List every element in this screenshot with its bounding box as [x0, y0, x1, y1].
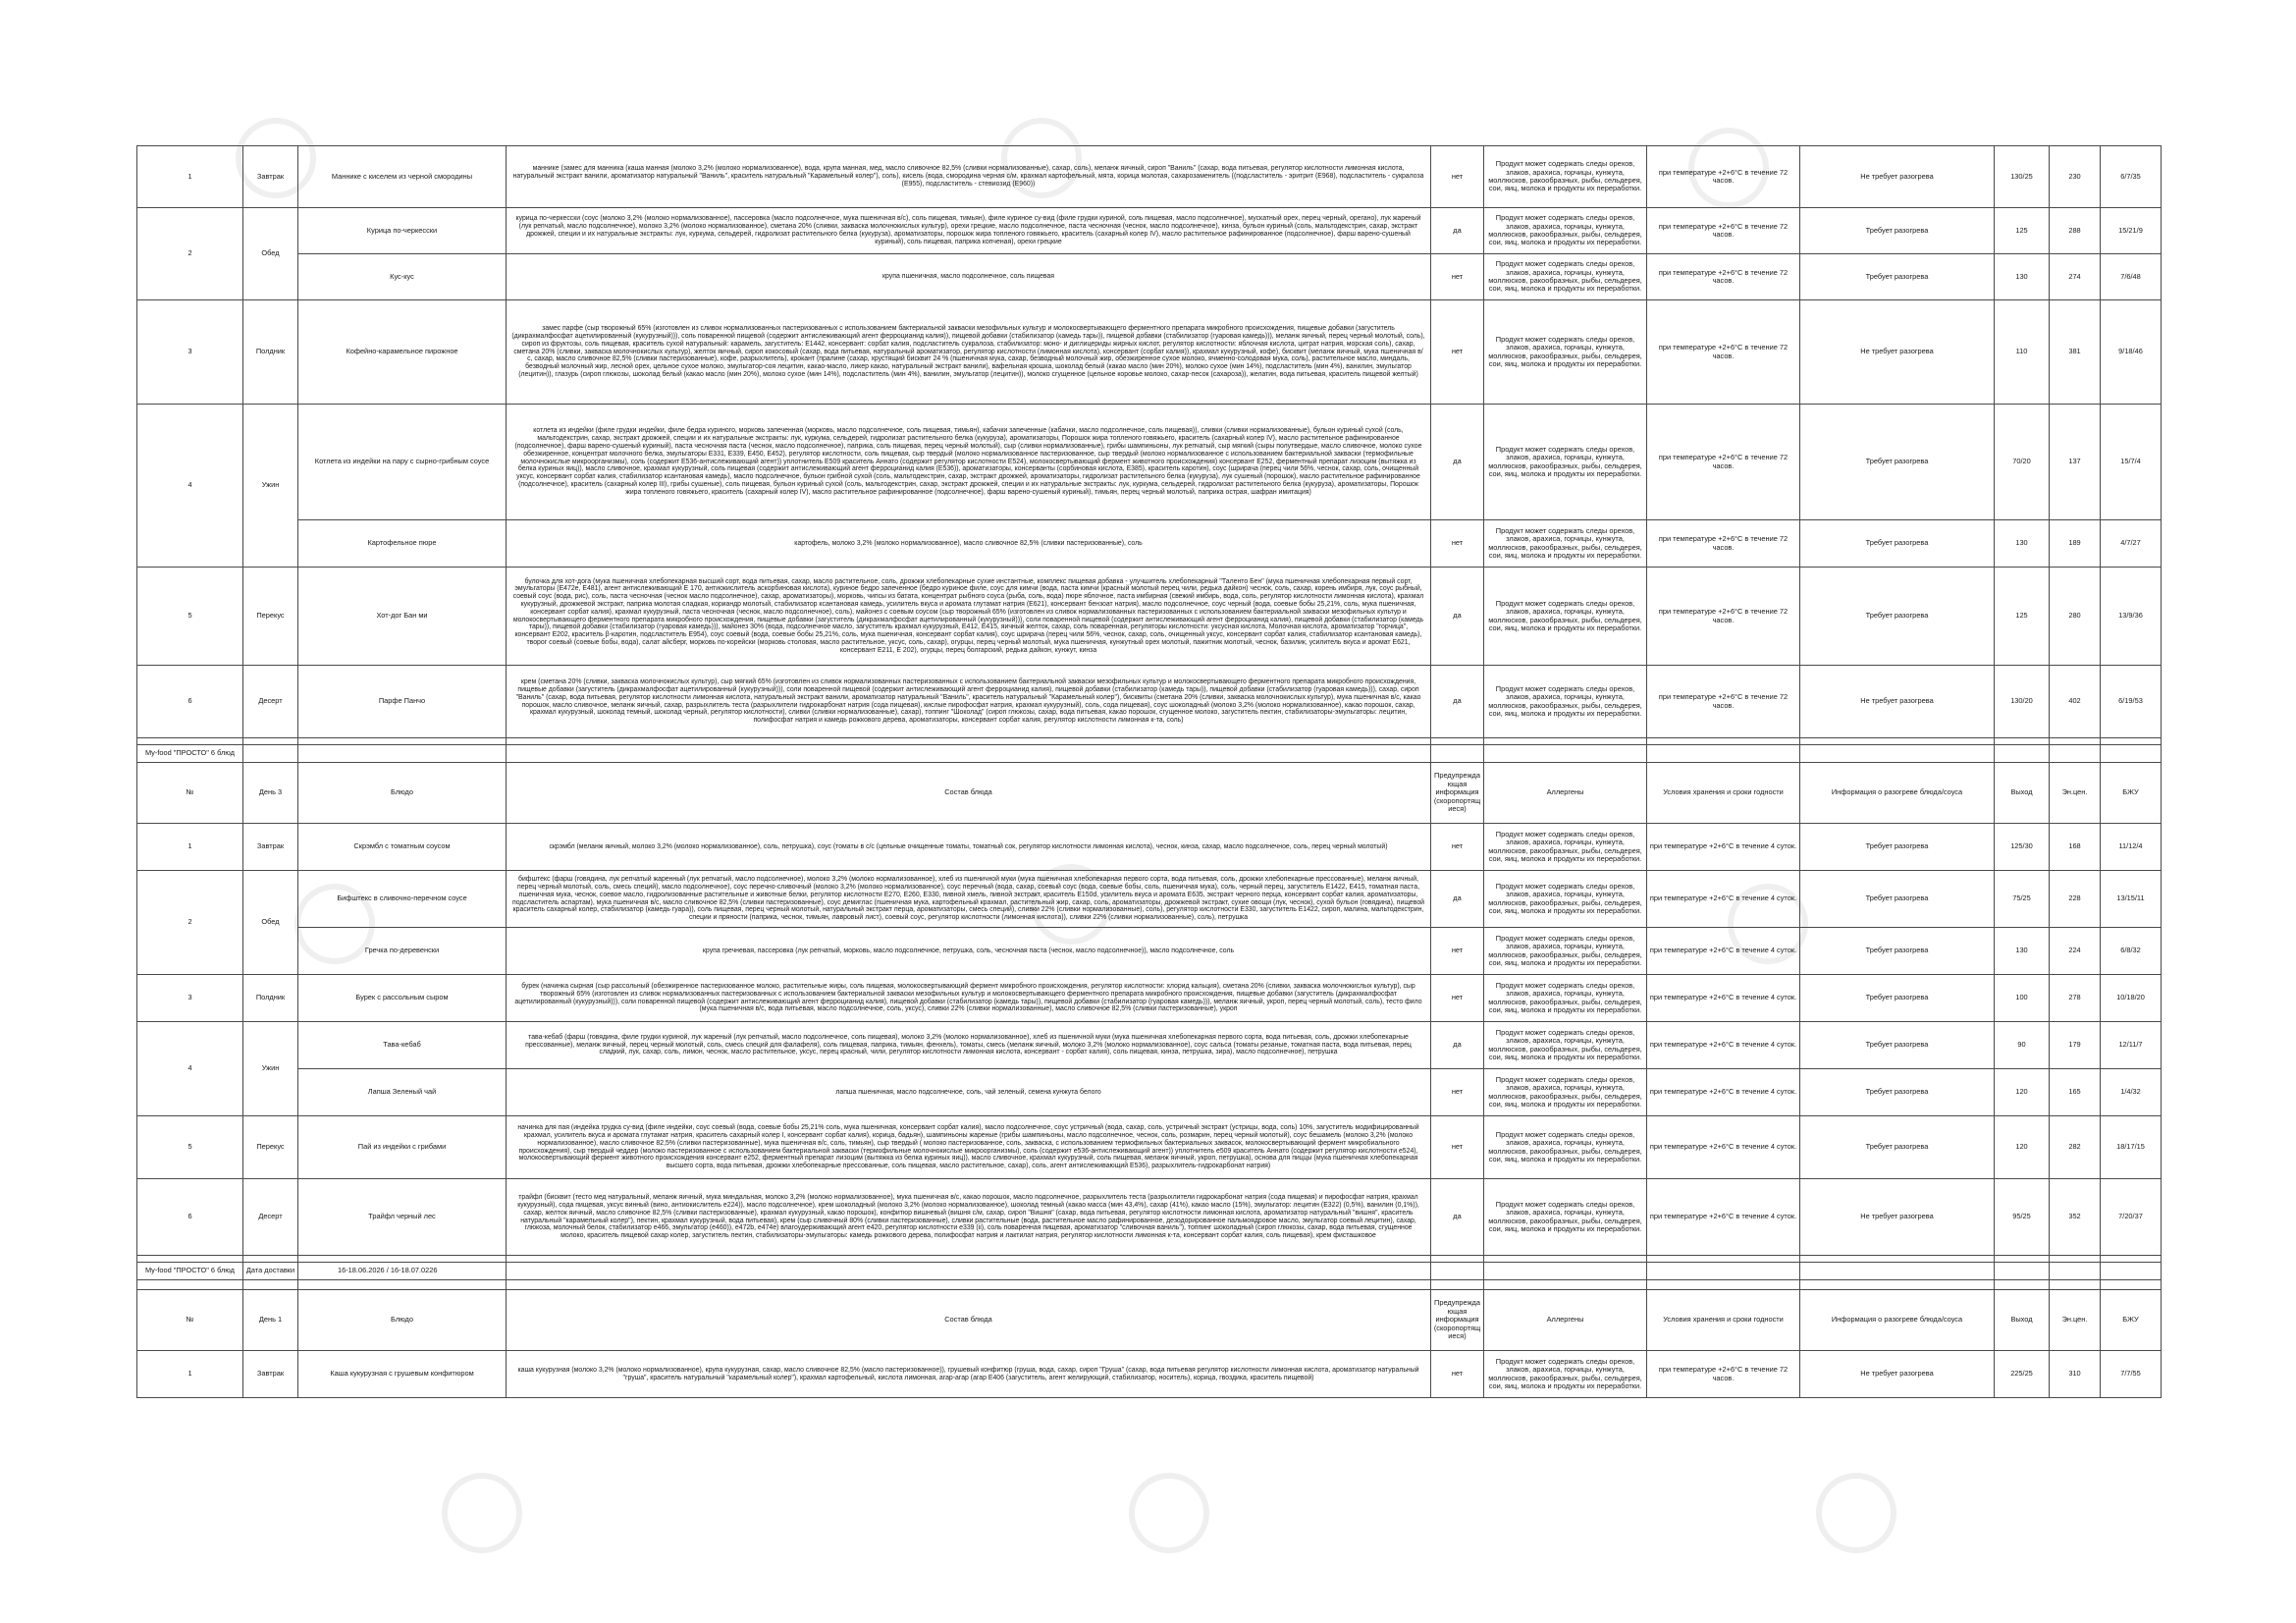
storage-conditions: при температуре +2+6°C в течение 72 часов.	[1647, 254, 1800, 300]
yield-value: 225/25	[1995, 1351, 2050, 1398]
empty-cell	[2101, 1263, 2162, 1280]
yield-value: 75/25	[1995, 871, 2050, 928]
yield-value: 125	[1995, 568, 2050, 666]
energy-value: 352	[2050, 1179, 2101, 1256]
header-warning: Предупреждающая информация (скоропортящиеся)	[1431, 1290, 1484, 1351]
spacer-cell	[137, 738, 243, 745]
meal-type: Обед	[243, 871, 298, 975]
header-row	[137, 763, 2162, 824]
section-label: My-food "ПРОСТО" 6 блюд	[137, 745, 243, 763]
table-row	[137, 1351, 2162, 1398]
dish-name: Кофейно-карамельное пирожное	[298, 300, 507, 405]
spacer-cell	[1995, 1280, 2050, 1290]
header-warning: Предупреждающая информация (скоропортящиеся)	[1431, 763, 1484, 824]
allergens-text: Продукт может содержать следы орехов, злаков, арахиса, горчицы, кунжута, моллюсков, ракообразных, рыбы, сельдерея, сои, яиц, молока и продукты их переработки.	[1484, 824, 1647, 871]
allergens-text: Продукт может содержать следы орехов, злаков, арахиса, горчицы, кунжута, моллюсков, ракообразных, рыбы, сельдерея, сои, яиц, молока и продукты их переработки.	[1484, 568, 1647, 666]
meal-type: Ужин	[243, 1022, 298, 1116]
yield-value: 130	[1995, 520, 2050, 568]
meal-type: Полдник	[243, 300, 298, 405]
empty-cell	[507, 1263, 1431, 1280]
dish-name: Котлета из индейки на пару с сырно-грибным соусе	[298, 405, 507, 520]
row-number: 5	[137, 568, 243, 666]
table-row	[137, 1022, 2162, 1069]
bju-value: 1/4/32	[2101, 1069, 2162, 1116]
dish-name: Тава-кебаб	[298, 1022, 507, 1069]
allergens-text: Продукт может содержать следы орехов, злаков, арахиса, горчицы, кунжута, моллюсков, ракообразных, рыбы, сельдерея, сои, яиц, молока и продукты их переработки.	[1484, 666, 1647, 738]
energy-value: 165	[2050, 1069, 2101, 1116]
bju-value: 11/12/4	[2101, 824, 2162, 871]
empty-cell	[1995, 1263, 2050, 1280]
warning-flag: да	[1431, 1179, 1484, 1256]
allergens-text: Продукт может содержать следы орехов, злаков, арахиса, горчицы, кунжута, моллюсков, ракообразных, рыбы, сельдерея, сои, яиц, молока и продукты их переработки.	[1484, 254, 1647, 300]
allergens-text: Продукт может содержать следы орехов, злаков, арахиса, горчицы, кунжута, моллюсков, ракообразных, рыбы, сельдерея, сои, яиц, молока и продукты их переработки.	[1484, 520, 1647, 568]
reheat-info: Не требует разогрева	[1800, 300, 1995, 405]
menu-table	[136, 145, 2162, 1398]
meal-type: Завтрак	[243, 146, 298, 208]
yield-value: 130	[1995, 254, 2050, 300]
dish-name: Хот-дог Бан ми	[298, 568, 507, 666]
reheat-info: Требует разогрева	[1800, 1116, 1995, 1179]
table-row	[137, 666, 2162, 738]
dish-name: Пай из индейки с грибами	[298, 1116, 507, 1179]
row-number: 3	[137, 975, 243, 1022]
spacer-cell	[1647, 1256, 1800, 1263]
row-number: 4	[137, 1022, 243, 1116]
section-label-row	[137, 1263, 2162, 1280]
spacer-cell	[1431, 738, 1484, 745]
spacer-cell	[243, 1280, 298, 1290]
header-allergens: Аллергены	[1484, 1290, 1647, 1351]
header-dish: Блюдо	[298, 763, 507, 824]
table-row	[137, 1179, 2162, 1256]
storage-conditions: при температуре +2+6°C в течение 72 часов.	[1647, 520, 1800, 568]
energy-value: 189	[2050, 520, 2101, 568]
header-yield: Выход	[1995, 763, 2050, 824]
empty-cell	[507, 745, 1431, 763]
reheat-info: Не требует разогрева	[1800, 666, 1995, 738]
spacer-cell	[1995, 1256, 2050, 1263]
storage-conditions: при температуре +2+6°C в течение 72 часов.	[1647, 146, 1800, 208]
delivery-value: 16-18.06.2026 / 16-18.07.0226	[298, 1263, 507, 1280]
row-number: 2	[137, 871, 243, 975]
reheat-info: Требует разогрева	[1800, 254, 1995, 300]
header-energy: Эн.цен.	[2050, 1290, 2101, 1351]
meal-type: Завтрак	[243, 1351, 298, 1398]
spacer-row	[137, 1256, 2162, 1263]
dish-composition: курица по-черкесски (соус (молоко 3,2% (молоко нормализованное), пассеровка (масло подсолнечное, мука пшеничная в/с), соль пищевая, тимьян), филе куриное су-вид (филе грудки куриной, соль пищевая, масло подсолнечное), мускатный орех, перец черный, орегано), лук жареный (лук репчатый, масло подсолнечное), молоко 3,2% (молоко нормализованное), сметана 20% (сливки, закваска молочнокислых культур), орехи грецкие, масло подсолнечное, паста чесночная (чеснок, масло подсолнечное), кинза, бульон куриный (соль, мальтодекстрин, сахар, экстракт дрожжей, специи и их натуральные экстракты: лук, куркума, сельдерей, гидролизат растительного белка (кукуруза), ароматизаторы, порошок жира топленого говяжьего, краситель (сахарный колер IV), масло растительное рафинированное (подсолнечное), фарш варено-сушеный куриный), соль пищевая, паприка копченая), орехи грецкие	[507, 208, 1431, 254]
empty-cell	[298, 745, 507, 763]
yield-value: 130	[1995, 928, 2050, 975]
empty-cell	[1800, 1263, 1995, 1280]
allergens-text: Продукт может содержать следы орехов, злаков, арахиса, горчицы, кунжута, моллюсков, ракообразных, рыбы, сельдерея, сои, яиц, молока и продукты их переработки.	[1484, 1179, 1647, 1256]
energy-value: 278	[2050, 975, 2101, 1022]
spacer-cell	[243, 738, 298, 745]
header-energy: Эн.цен.	[2050, 763, 2101, 824]
bju-value: 15/7/4	[2101, 405, 2162, 520]
storage-conditions: при температуре +2+6°C в течение 72 часов.	[1647, 568, 1800, 666]
table-row	[137, 208, 2162, 254]
empty-cell	[1431, 1263, 1484, 1280]
storage-conditions: при температуре +2+6°C в течение 72 часов.	[1647, 1351, 1800, 1398]
spacer-cell	[1431, 1256, 1484, 1263]
table-row	[137, 300, 2162, 405]
bju-value: 7/20/37	[2101, 1179, 2162, 1256]
reheat-info: Требует разогрева	[1800, 1022, 1995, 1069]
storage-conditions: при температуре +2+6°C в течение 72 часов.	[1647, 208, 1800, 254]
reheat-info: Не требует разогрева	[1800, 1351, 1995, 1398]
header-reheat: Информация о разогреве блюда/соуса	[1800, 763, 1995, 824]
reheat-info: Требует разогрева	[1800, 520, 1995, 568]
yield-value: 125/30	[1995, 824, 2050, 871]
storage-conditions: при температуре +2+6°C в течение 72 часов.	[1647, 666, 1800, 738]
spacer-cell	[137, 1256, 243, 1263]
bju-value: 4/7/27	[2101, 520, 2162, 568]
dish-name: Бифштекс в сливочно-перечном соусе	[298, 871, 507, 928]
meal-type: Перекус	[243, 568, 298, 666]
storage-conditions: при температуре +2+6°C в течение 4 суток.	[1647, 1022, 1800, 1069]
table-row	[137, 975, 2162, 1022]
spacer-cell	[298, 738, 507, 745]
table-row	[137, 1069, 2162, 1116]
row-number: 1	[137, 146, 243, 208]
dish-composition: тава-кебаб (фарш (говядина, филе грудки куриной, лук жареный (лук репчатый, масло подсолнечное, соль пищевая), молоко 3,2% (молоко нормализованное), хлеб из пшеничной муки (мука пшеничная хлебопекарная первого сорта, вода питьевая, соль, дрожжи хлебопекарные прессованные), меланж яичный, перец черный молотый, соль, смесь специй для фалафеля), соль пищевая, паприка, тимьян, фенхель), томаты, смесь (меланж яичный, молоко 3,2% (молоко нормализованное), соус сальса (томаты резаные, томатная паста, вода питьевая, перец сладкий, лук, сахар, соль, лимон, чеснок, масло растительное, уксус, перец красный, чили, регулятор кислотности лимонная кислота, консервант - сорбат калия), соль пищевая, кинза, петрушка, зира), масло подсолнечное), петрушка	[507, 1022, 1431, 1069]
reheat-info: Не требует разогрева	[1800, 1179, 1995, 1256]
header-bju: БЖУ	[2101, 763, 2162, 824]
header-allergens: Аллергены	[1484, 763, 1647, 824]
storage-conditions: при температуре +2+6°C в течение 4 суток.	[1647, 928, 1800, 975]
warning-flag: да	[1431, 568, 1484, 666]
table-row	[137, 568, 2162, 666]
warning-flag: нет	[1431, 300, 1484, 405]
energy-value: 274	[2050, 254, 2101, 300]
header-num: №	[137, 763, 243, 824]
warning-flag: нет	[1431, 146, 1484, 208]
dish-composition: начинка для пая (индейка грудка су-вид (филе индейки, соус соевый (вода, соевые бобы 25,21% соль, мука пшеничная, консервант сорбат калия), масло подсолнечное, соус устричный (вода, сахар, соль, устричный экстракт (устрицы, вода, соль) 10%, загуститель модифицированный крахмал, усилитель вкуса и аромата глутамат натрия, краситель сахарный колер I, консервант сорбат калия), корица, бадьян), шампиньоны жареные (грибы шампиньоны, масло подсолнечное, чеснок, соль, розмарин, перец черный молотый), соус бешамель (молоко 3,2% (молоко нормализованное), масло сливочное 82,5% (сливки пастеризованные), мука пшеничная в/с, соль, тимьян), сыр твердый ( молоко пастеризованное, соль, закваска, с использованием термофильных бактериальных заквасок, молокосвертывающий фермент микробиального происхождения), сыр твердый чеддер (молоко пастеризованное с использованием бактериальной закваски (термофильные молочнокислые микроорганизмы), соль (содержит e536-антислеживающий агент)) уплотнитель e509 краситель Аннато (содержит регулятор кислотности e524), молокосвертывающий фермент животного происхождения консервант e252, ферментный препарат лизоцим (вытяжка из белка куриных яиц)), масло сливочное, крахмал кукурузный, соль пищевая, меланж яичный, укроп, петрушка), основа для пиццы (мука пшеничная хлебопекарная высшего сорта, вода питьевая, дрожжи хлебопекарные прессованные, соль пищевая, масло растительное, сахар), соль, агент антислеживающий Е536), разрыхлитель-гидрокарбонат натрия)	[507, 1116, 1431, 1179]
empty-cell	[1484, 745, 1647, 763]
row-number: 6	[137, 666, 243, 738]
dish-name: Лапша Зеленый чай	[298, 1069, 507, 1116]
energy-value: 310	[2050, 1351, 2101, 1398]
delivery-label: Дата доставки	[243, 1263, 298, 1280]
storage-conditions: при температуре +2+6°C в течение 4 суток.	[1647, 975, 1800, 1022]
warning-flag: нет	[1431, 1069, 1484, 1116]
spacer-cell	[2050, 1256, 2101, 1263]
meal-type: Десерт	[243, 1179, 298, 1256]
empty-cell	[1647, 745, 1800, 763]
spacer-row	[137, 1280, 2162, 1290]
allergens-text: Продукт может содержать следы орехов, злаков, арахиса, горчицы, кунжута, моллюсков, ракообразных, рыбы, сельдерея, сои, яиц, молока и продукты их переработки.	[1484, 975, 1647, 1022]
warning-flag: да	[1431, 1022, 1484, 1069]
warning-flag: нет	[1431, 824, 1484, 871]
reheat-info: Не требует разогрева	[1800, 146, 1995, 208]
header-composition: Состав блюда	[507, 1290, 1431, 1351]
dish-composition: крем (сметана 20% (сливки, закваска молочнокислых культур), сыр мягкий 65% (изготовлен из сливок нормализованных пастеризованных с использованием бактериальной закваски мезофильных культур и молокосвертывающего ферментного препарата микробного происхождения, пищевые добавки (загуститель (дикрахмалфосфат ацетилированный (кукурузный))), соли поваренной пищевой (содержит антислеживающий агент ферроцианид калия), пищевой добавки (стабилизатор (камедь тары)), пищевой добавки (стабилизатор (гуаровая камедь))), сахар, сироп "Ваниль" (сахар, вода питьевая, регулятор кислотности лимонная кислота, натуральный экстракт ванили, ароматизатор натуральный "Ваниль", краситель натуральный "Карамельный колер"), бисквиты (сметана 20% (сливки, закваска молочнокислых культур), мука пшеничная в/с, какао порошок, масло сливочное, меланж яичный, сахар, разрыхлитель теста (разрыхлители гидрокарбонат натрия (сода пищевая), кислые пирофосфат натрия, крахмал кукурузный), соль, сода пищевая), соус шоколадный (молоко 3,2% (молоко нормализованное), какао порошок, сахар, крахмал кукурузный, шоколад темный, шоколад черный, регулятор кислотности), сливки (сливки нормализованные), сахар), топпинг "Шоколад" (сироп глюкозы, сахар, вода питьевая, какао порошок, сгущенное молоко, загуститель пектин, стабилизаторы-эмульгаторы: лецитин, полифосфат натрия и камедь рожкового дерева, ароматизаторы, консервант сорбат калия, регулятор кислотности лимонная к-та, соль)	[507, 666, 1431, 738]
spacer-cell	[1484, 738, 1647, 745]
warning-flag: нет	[1431, 254, 1484, 300]
energy-value: 280	[2050, 568, 2101, 666]
storage-conditions: при температуре +2+6°C в течение 4 суток.	[1647, 871, 1800, 928]
dish-name: Курица по-черкесски	[298, 208, 507, 254]
bju-value: 9/18/46	[2101, 300, 2162, 405]
spacer-cell	[2101, 1280, 2162, 1290]
table-row	[137, 146, 2162, 208]
row-number: 6	[137, 1179, 243, 1256]
header-day: День 3	[243, 763, 298, 824]
spacer-cell	[2050, 738, 2101, 745]
empty-cell	[243, 745, 298, 763]
yield-value: 110	[1995, 300, 2050, 405]
bju-value: 18/17/15	[2101, 1116, 2162, 1179]
dish-composition: котлета из индейки (филе грудки индейки, филе бедра куриного, морковь запеченная (морковь, масло подсолнечное, соль пищевая, тимьян), кабачки запеченные (кабачки, масло подсолнечное, соль пищевая)), сливки (сливки нормализованные), бульон куриный сухой (соль, мальтодекстрин, сахар, экстракт дрожжей, специи и их натуральные экстракты: лук, куркума, сельдерей, гидролизат растительного белка (кукуруза), ароматизаторы, Порошок жира топленого говяжьего, краситель (сахарный колер IV), масло растительное рафинированное (подсолнечное), фарш варено-сушеный куриный), паста чесночная паста (чеснок, масло подсолнечное), паприка, соль пищевая, перец черный молотый), сыр (сливки нормализованные), грибы шампиньоны, лук репчатый, сыр мягкий (сыры полутвердые, масло сливочное, молоко сухое обезжиренное, концентрат молочного белка, эмульгаторы E331, E339, E450, E452), регулятор кислотности, соль пищевая, сыр твердый (молоко нормализованное пастеризованное, сыр твердый (молоко нормализованное с использованием бактериальной закваски (термофильные молочнокислые микроорганизмы), соль (содержит E536-антислеживающий агент)) уплотнитель E509 краситель Аннато (содержит регулятор кислотности E524), молокосвертывающий фермент животного происхождения) консервант E252, ферментный препарат лизоцим (вытяжка из белка куриных яиц)), масло сливочное, крахмал кукурузный, соль пищевая (содержит антислеживающий агент ферроцианид калия (E536)), ароматизаторы, консерванты (сорбиновая кислота, E385), краситель каротин), соус (шрирача (перец чили 56%, чеснок, сахар, соль, очищенный уксус, консервант сорбат калия, стабилизатор ксантановая камедь), масло подсолнечное, бульон грибной сухой (соль, мальтодекстрин, сахар, экстракт дрожжей, ароматизаторы, гидролизат растительного белка (кукуруза), лук сушеный (порошок), масло растительное рафинированное (подсолнечное), краситель (сахарный колер III), грибы сушеные), соль пищевая, бульон куриный сухой (соль, мальтодекстрин, сахар, экстракт дрожжей, специи и их натуральные экстракты: лук, куркума, сельдерей, гидролизат растительного белка (кукуруза), ароматизаторы, Порошок жира топленого говяжьего, краситель (сахарный колер IV), масло растительное рафинированное (подсолнечное), фарш варено-сушеный куриный), тимьян, перец черный молотый, паприка острая, шафран имитация)	[507, 405, 1431, 520]
spacer-cell	[243, 1256, 298, 1263]
header-dish: Блюдо	[298, 1290, 507, 1351]
allergens-text: Продукт может содержать следы орехов, злаков, арахиса, горчицы, кунжута, моллюсков, ракообразных, рыбы, сельдерея, сои, яиц, молока и продукты их переработки.	[1484, 871, 1647, 928]
spacer-cell	[1995, 738, 2050, 745]
warning-flag: нет	[1431, 1116, 1484, 1179]
bju-value: 10/18/20	[2101, 975, 2162, 1022]
empty-cell	[2050, 1263, 2101, 1280]
table-row	[137, 824, 2162, 871]
meal-type: Полдник	[243, 975, 298, 1022]
energy-value: 282	[2050, 1116, 2101, 1179]
spacer-cell	[1647, 1280, 1800, 1290]
header-reheat: Информация о разогреве блюда/соуса	[1800, 1290, 1995, 1351]
dish-name: Гречка по-деревенски	[298, 928, 507, 975]
bju-value: 6/7/35	[2101, 146, 2162, 208]
watermark-logo-icon	[426, 1457, 538, 1569]
spacer-cell	[507, 738, 1431, 745]
table-row	[137, 928, 2162, 975]
dish-name: Картофельное пюре	[298, 520, 507, 568]
table-row	[137, 520, 2162, 568]
yield-value: 100	[1995, 975, 2050, 1022]
energy-value: 230	[2050, 146, 2101, 208]
warning-flag: нет	[1431, 928, 1484, 975]
meal-type: Завтрак	[243, 824, 298, 871]
header-day: День 1	[243, 1290, 298, 1351]
yield-value: 120	[1995, 1116, 2050, 1179]
spacer-cell	[1431, 1280, 1484, 1290]
spacer-cell	[507, 1280, 1431, 1290]
watermark-logo-icon	[1800, 1457, 1912, 1569]
spacer-cell	[1647, 738, 1800, 745]
dish-name: Маннике с киселем из черной смородины	[298, 146, 507, 208]
header-storage: Условия хранения и сроки годности	[1647, 1290, 1800, 1351]
bju-value: 7/6/48	[2101, 254, 2162, 300]
dish-composition: трайфл (бисквит (тесто мед натуральный, меланж яичный, мука миндальная, молоко 3,2% (молоко нормализованное), мука пшеничная в/с, какао порошок, масло подсолнечное, разрыхлитель теста (разрыхлители гидрокарбонат натрия (сода пищевая) и пирофосфат натрия, крахмал кукурузный), сода пищевая, уксус винный (вино, антиокислитель е224)), масло подсолнечное), крем шоколадный (молоко 3,2% (молоко нормализованное), шоколад темный (какао масса (мин 43,4%), сахар (41%), какао масло (15%), эмульгатор: лецитин (E322) (0,5%), ванилин (0,1%)), сахар, желток яичный, масло сливочное 82,5% (сливки пастеризованные), крахмал кукурузный, какао порошок), конфитюр вишневый (вишня с/м, сахар, сироп "Вишня" (сахар, вода питьевая, регулятор кислотности лимонная кислота, ароматизатор натуральный "вишня", краситель натуральный "карамельный колер"), пектин, крахмал кукурузный, вода питьевая), крем (сыр сливочный 80% (сливки пастеризованные), сливки растительные (вода, растительное масло рафинированное, дезодорированное пальмоядровое масло, эмульгатор соевый лецитин), сахар, глюкоза, молочный белок, стабилизатор е466, эмульгатор (е460)), е472b, е474е) влагоудерживающий агент е420, регулятор кислотности е339 (ii), соль поваренная пищевая, ароматизатор "сливочная ваниль"), топпинг шоколадный (сироп глюкозы, сахар, вода питьевая, сгущенное молоко, краситель пищевой сахар колер, загуститель пектин, стабилизаторы-эмульгаторы: камедь рожкового дерева, полифосфат натрия и лактилат натрия, регулятор кислотности лимонная к-та, консервант сорбат калия, соль пищевая), крем фисташковое	[507, 1179, 1431, 1256]
dish-name: Кус-кус	[298, 254, 507, 300]
watermark-logo-icon	[1113, 1457, 1225, 1569]
empty-cell	[1995, 745, 2050, 763]
yield-value: 130/25	[1995, 146, 2050, 208]
row-number: 3	[137, 300, 243, 405]
energy-value: 168	[2050, 824, 2101, 871]
reheat-info: Требует разогрева	[1800, 1069, 1995, 1116]
section-label: My-food "ПРОСТО" 6 блюд	[137, 1263, 243, 1280]
dish-composition: замес парфе (сыр творожный 65% (изготовлен из сливок нормализованных пастеризованных с использованием бактериальной закваски мезофильных культур и молокосвертывающего ферментного препарата микробного происхождения, пищевые добавки (загуститель (дикрахмалфосфат ацетилированный (кукурузный))), соль поваренной пищевой (содержит антислеживающий агент ферроцианид калия)), пищевой добавки (стабилизатор (камедь тары)), пищевой добавки (стабилизатор (гуаровая камедь))), меланж яичный, перец черный молотый, соль), сироп из фруктозы, соль пищевая, краситель сухой натуральный: карамель, загуститель: E1442, консервант: сорбат калия, подсластитель сукралоза, стабилизатор: моно- и диглицериды жирных кислот, регулятор кислотности: яблочная кислота, цитрат натрия, морская соль), сахар, сметана 20% (сливки, закваска молочнокислых культур), желток яичный, сироп кокосовый (сахар, вода питьевая, натуральный ароматизатор, регулятор кислотности (лимонная кислота), консервант (сорбат калия)), крахмал кукурузный, кофе), бисквит (меланж яичный, мука пшеничная в/с, сахар, масло сливочное 82,5% (сливки пастеризованные), кофе, разрыхлитель), крокант (пралине (сахар, хрустящий бисквит 24 % (пшеничная мука, сахар, безводный молочный жир, обезжиренное сухое молоко, ячменно-солодовая мука, соль), растительное масло, миндаль, безводный молочный жир, лесной орех, цельное сухое молоко, эмульгатор-соя лецитин, какао-масло, ликер какао, натуральный экстракт ванили), вафельная крошка, шоколад белый (какао масло (мин 20%), молоко сухое (мин 14%), подсластитель (мин 4%), ванилин, эмульгатор (лецитин)), глазурь (сироп глюкозы, шоколад белый (какао масло (мин 20%), молоко сухое (мин 14%), подсластитель (мин 4%), ванилин, эмульгатор (лецитин)), молоко сгущенное (цельное коровье молоко, сахар-песок (сахароза)), желатин, вода питьевая, краситель пищевой желтый)	[507, 300, 1431, 405]
dish-composition: маннике (замес для манника (каша манная (молоко 3,2% (молоко нормализованное), вода, крупа манная, мед, масло сливочное 82,5% (сливки нормализованные), сахар, соль), меланж яичный, сироп "Ваниль" (сахар, вода питьевая, регулятор кислотности лимонная кислота, натуральный экстракт ванили, ароматизатор натуральный "Ваниль", краситель натуральный "Карамельный колер"), соль), кисель (вода, смородина черная с/м, крахмал картофельный, мята, корица молотая, сахарозаменитель ((подсластитель - эритрит (Е968), подсластитель - сукралоза (Е955), подсластитель - стевиозид (Е960))	[507, 146, 1431, 208]
dish-composition: крупа гречневая, пассеровка (лук репчатый, морковь, масло подсолнечное, петрушка, соль, чесночная паста (чеснок, масло подсолнечное)), масло подсолнечное, соль	[507, 928, 1431, 975]
header-yield: Выход	[1995, 1290, 2050, 1351]
table-row	[137, 871, 2162, 928]
warning-flag: да	[1431, 208, 1484, 254]
storage-conditions: при температуре +2+6°C в течение 4 суток.	[1647, 824, 1800, 871]
meal-type: Ужин	[243, 405, 298, 568]
bju-value: 15/21/9	[2101, 208, 2162, 254]
spacer-cell	[137, 1280, 243, 1290]
storage-conditions: при температуре +2+6°C в течение 4 суток.	[1647, 1116, 1800, 1179]
storage-conditions: при температуре +2+6°C в течение 72 часов.	[1647, 300, 1800, 405]
section-label-row	[137, 745, 2162, 763]
menu-table-body	[137, 146, 2162, 1398]
dish-composition: крупа пшеничная, масло подсолнечное, соль пищевая	[507, 254, 1431, 300]
allergens-text: Продукт может содержать следы орехов, злаков, арахиса, горчицы, кунжута, моллюсков, ракообразных, рыбы, сельдерея, сои, яиц, молока и продукты их переработки.	[1484, 208, 1647, 254]
bju-value: 13/15/11	[2101, 871, 2162, 928]
allergens-text: Продукт может содержать следы орехов, злаков, арахиса, горчицы, кунжута, моллюсков, ракообразных, рыбы, сельдерея, сои, яиц, молока и продукты их переработки.	[1484, 146, 1647, 208]
row-number: 1	[137, 824, 243, 871]
allergens-text: Продукт может содержать следы орехов, злаков, арахиса, горчицы, кунжута, моллюсков, ракообразных, рыбы, сельдерея, сои, яиц, молока и продукты их переработки.	[1484, 300, 1647, 405]
reheat-info: Требует разогрева	[1800, 975, 1995, 1022]
reheat-info: Требует разогрева	[1800, 824, 1995, 871]
dish-composition: бифштекс (фарш (говядина, лук репчатый жаренный (лук репчатый, масло подсолнечное), молоко 3,2% (молоко нормализованное), хлеб из пшеничной муки (мука пшеничная хлебопекарная первого сорта, вода питьевая, соль, дрожжи хлебопекарные прессованные), меланж яичный, перец черный молотый, соль, смесь специй), масло подсолнечное), соус перечно-сливочный (молоко 3,2% (молоко нормализованное), соус перечный (вода, сахар, соевый соус (вода, соевые бобы, соль, пшеничная мука), соль, черный перец, загуститель E1422, E415, томатная паста, пшеничная мука, чеснок, соевое масло, гидролизованные растительные и животные белки, регулятор кислотности E270, E260, E330, пивной хмель, пивной экстракт, краситель E150d, усилитель вкуса и аромата E635, экстракт черного перца, консервант сорбат калия, ароматизаторы, подсластитель аспартам), мука пшеничная в/с, масло сливочное 82,5% (сливки пастеризованные), соус демиглас (пшеничная мука, картофельный крахмал, растительный жир, сахар, соль, ароматизаторы, дрожжевой экстракт, сухие овощи (лук, чеснок), сухой бульон (говядина), пищевой краситель сахарный колер, стабилизатор (камедь гуара)), соль пищевая, перец черный молотый, натуральный экстракт перца, ароматизаторы, смесь специй), сливки 22% (сливки нормализованные), соль), регулятор кислотности E330, загуститель E1422, сироп, малина, мальтодекстрин, специи и пряности (паприка, чеснок, тимьян, лавровый лист), соевый соус, регулятор кислотности (лимонная кислота)), сливки 22% (сливки нормализованные), соль), петрушка	[507, 871, 1431, 928]
dish-name: Скрэмбл с томатным соусом	[298, 824, 507, 871]
empty-cell	[1431, 745, 1484, 763]
spacer-cell	[298, 1256, 507, 1263]
dish-name: Трайфл черный лес	[298, 1179, 507, 1256]
spacer-cell	[298, 1280, 507, 1290]
allergens-text: Продукт может содержать следы орехов, злаков, арахиса, горчицы, кунжута, моллюсков, ракообразных, рыбы, сельдерея, сои, яиц, молока и продукты их переработки.	[1484, 1351, 1647, 1398]
energy-value: 228	[2050, 871, 2101, 928]
warning-flag: нет	[1431, 975, 1484, 1022]
header-bju: БЖУ	[2101, 1290, 2162, 1351]
spacer-cell	[1800, 1280, 1995, 1290]
table-row	[137, 254, 2162, 300]
bju-value: 6/8/32	[2101, 928, 2162, 975]
empty-cell	[2101, 745, 2162, 763]
yield-value: 90	[1995, 1022, 2050, 1069]
storage-conditions: при температуре +2+6°C в течение 4 суток.	[1647, 1179, 1800, 1256]
spacer-row	[137, 738, 2162, 745]
warning-flag: нет	[1431, 1351, 1484, 1398]
spacer-cell	[2050, 1280, 2101, 1290]
energy-value: 137	[2050, 405, 2101, 520]
dish-composition: булочка для хот-дога (мука пшеничная хлебопекарная высший сорт, вода питьевая, сахар, масло растительное, соль, дрожжи хлебопекарные сухие инстантные, комплекс пищевая добавка - улучшитель хлебопекарный "Таленто Бен" (мука пшеничная хлебопекарная первый сорт, эмульгаторы (E472e, E481), агент антислеживающий E 170, антиокислитель аскорбиновая кислота), куриное бедро запеченное (бедро куриное филе, соус для кимчи (вода, паста кимчи (красный молотый перец чили, редька дайкон) чеснок, соль, сахар, корень имбиря, лук, соус рыбный, соевый соус (вода, рис), соль, паста чесночная (чеснок масло подсолнечное), сахар, ароматизаторы), морковь, чипсы из батата, концентрат рыбного соуса (рыба, соль, вода) пюре яблочное, паста имбирная (свежий имбирь, вода, соль, регулятор кислотности лимонная кислота), крахмал кукурузный, дрожжевой экстракт, паприка молотая сладкая, кориандр молотый, стабилизатор ксантановая камедь, усилитель вкуса и аромата глутамат натрия (E621), консервант бензоат натрия), масло подсолнечное, соус черный (вода, соевые бобы 25,21%, соль, мука пшеничная, консервант сорбат калия), крахмал кукурузный, паста чесночная (чеснок, масло подсолнечное), соль), майонез с соевым соусом (сыр творожный 65% (изготовлен из сливок нормализованных пастеризованных с использованием бактериальной закваски мезофильных культур и молокосвертывающего ферментного препарата микробного происхождения, пищевые добавки (загуститель (дикрахмалфосфат ацетилированный (кукурузный))), соли поваренной пищевой (содержит антислеживающий агент ферроцианид калия), пищевой добавки (стабилизатор (камедь тары)), пищевой добавки (стабилизатор (гуаровая камедь))), майонез 30% (вода, подсолнечное масло, загуститель крахмал кукурузный, E412, E415, яичный желток, сахар, соль поваренная, регуляторы кислотности: уксусная кислота, Молочная кислота, ароматизатор "горчица", консервант E202, краситель β-каротин, подсластитель E954), соус соевый (вода, соевые бобы 25,21%, соль, мука пшеничная, консервант сорбат калия), соус шрирача (перец чили 56%, чеснок, сахар, соль, очищенный уксус, консервант сорбат калия, стабилизатор ксантановая камедь), творог соевый (соевые бобы, вода), салат айсберг, морковь по-корейски (морковь столовая, масло растительное, уксус, соль, сахар), огурцы, перец черный молотый, мука пшеничная, кунжутный орех молотый, пажитник молотый, чеснок, базилик, усилитель вкуса и аромат E621, консервант E211, E 202), огурцы, перец болгарский, редька дайкон, кунжут, кинза	[507, 568, 1431, 666]
dish-name: Парфе Панчо	[298, 666, 507, 738]
table-row	[137, 1116, 2162, 1179]
allergens-text: Продукт может содержать следы орехов, злаков, арахиса, горчицы, кунжута, моллюсков, ракообразных, рыбы, сельдерея, сои, яиц, молока и продукты их переработки.	[1484, 405, 1647, 520]
table-row	[137, 405, 2162, 520]
spacer-cell	[2101, 1256, 2162, 1263]
spacer-cell	[507, 1256, 1431, 1263]
allergens-text: Продукт может содержать следы орехов, злаков, арахиса, горчицы, кунжута, моллюсков, ракообразных, рыбы, сельдерея, сои, яиц, молока и продукты их переработки.	[1484, 928, 1647, 975]
yield-value: 95/25	[1995, 1179, 2050, 1256]
allergens-text: Продукт может содержать следы орехов, злаков, арахиса, горчицы, кунжута, моллюсков, ракообразных, рыбы, сельдерея, сои, яиц, молока и продукты их переработки.	[1484, 1022, 1647, 1069]
header-row	[137, 1290, 2162, 1351]
warning-flag: да	[1431, 666, 1484, 738]
spacer-cell	[1800, 738, 1995, 745]
meal-type: Десерт	[243, 666, 298, 738]
allergens-text: Продукт может содержать следы орехов, злаков, арахиса, горчицы, кунжута, моллюсков, ракообразных, рыбы, сельдерея, сои, яиц, молока и продукты их переработки.	[1484, 1069, 1647, 1116]
meal-type: Перекус	[243, 1116, 298, 1179]
bju-value: 6/19/53	[2101, 666, 2162, 738]
empty-cell	[1647, 1263, 1800, 1280]
spacer-cell	[1484, 1280, 1647, 1290]
spacer-cell	[1484, 1256, 1647, 1263]
dish-composition: лапша пшеничная, масло подсолнечное, соль, чай зеленый, семена кунжута белого	[507, 1069, 1431, 1116]
dish-composition: бурек (начинка сырная (сыр рассольный (обезжиренное пастеризованное молоко, растительные жиры, соль пищевая, молокосвертывающий фермент микробного происхождения, регулятор кислотности: хлорид кальция), сметана 20% (сливки, закваска молочнокислых культур), сыр творожный 65% (изготовлен из сливок нормализованных пастеризованных с использованием бактериальной закваски мезофильных культур и молокосвертывающего ферментного препарата микробного происхождения, пищевые добавки (загуститель (дикрахмалфосфат ацетилированный (кукурузный))), соли поваренной пищевой (содержит антислеживающий агент ферроцианид калия), пищевой добавки (стабилизатор (камедь тары)), пищевой добавки (стабилизатор (гуаровая камедь))), меланж яичный, укроп, перец черный молотый, соль), тесто фило (мука пшеничная в/с, вода питьевая, масло подсолнечное, соль, уксус), сливки 22% (сливки нормализованные), масло сливочное 82,5% (сливки пастеризованные), укроп	[507, 975, 1431, 1022]
energy-value: 179	[2050, 1022, 2101, 1069]
empty-cell	[1484, 1263, 1647, 1280]
header-storage: Условия хранения и сроки годности	[1647, 763, 1800, 824]
dish-composition: картофель, молоко 3,2% (молоко нормализованное), масло сливочное 82,5% (сливки пастеризованные), соль	[507, 520, 1431, 568]
warning-flag: да	[1431, 871, 1484, 928]
spacer-cell	[2101, 738, 2162, 745]
dish-composition: каша кукурузная (молоко 3,2% (молоко нормализованное), крупа кукурузная, сахар, масло сливочное 82,5% (масло пастеризованное)), грушевый конфитюр (груша, вода, сахар, сироп "Груша" (сахар, вода питьевая регулятор кислотности лимонная кислота, ароматизатор натуральный "груша", краситель натуральный "карамельный колер"), крахмал картофельный, кислота лимонная, агар-агар (агар Е406 (загуститель, агент желирующий, стабилизатор, носитель), корица, гвоздика, краситель пищевой)	[507, 1351, 1431, 1398]
allergens-text: Продукт может содержать следы орехов, злаков, арахиса, горчицы, кунжута, моллюсков, ракообразных, рыбы, сельдерея, сои, яиц, молока и продукты их переработки.	[1484, 1116, 1647, 1179]
yield-value: 120	[1995, 1069, 2050, 1116]
energy-value: 288	[2050, 208, 2101, 254]
storage-conditions: при температуре +2+6°C в течение 72 часов.	[1647, 405, 1800, 520]
reheat-info: Требует разогрева	[1800, 208, 1995, 254]
row-number: 1	[137, 1351, 243, 1398]
bju-value: 7/7/55	[2101, 1351, 2162, 1398]
row-number: 2	[137, 208, 243, 300]
spacer-cell	[1800, 1256, 1995, 1263]
row-number: 5	[137, 1116, 243, 1179]
dish-name: Бурек с рассольным сыром	[298, 975, 507, 1022]
empty-cell	[2050, 745, 2101, 763]
storage-conditions: при температуре +2+6°C в течение 4 суток.	[1647, 1069, 1800, 1116]
yield-value: 130/20	[1995, 666, 2050, 738]
row-number: 4	[137, 405, 243, 568]
header-num: №	[137, 1290, 243, 1351]
meal-type: Обед	[243, 208, 298, 300]
dish-name: Каша кукурузная с грушевым конфитюром	[298, 1351, 507, 1398]
empty-cell	[1800, 745, 1995, 763]
reheat-info: Требует разогрева	[1800, 928, 1995, 975]
dish-composition: скрэмбл (меланж яичный, молоко 3,2% (молоко нормализованное), соль, петрушка), соус (томаты в с/с (цельные очищенные томаты, томатный сок, регулятор кислотности лимонная кислота), чеснок, кинза, сахар, масло подсолнечное, соль, перец черный молотый)	[507, 824, 1431, 871]
yield-value: 125	[1995, 208, 2050, 254]
warning-flag: нет	[1431, 520, 1484, 568]
energy-value: 381	[2050, 300, 2101, 405]
reheat-info: Требует разогрева	[1800, 405, 1995, 520]
reheat-info: Требует разогрева	[1800, 568, 1995, 666]
warning-flag: да	[1431, 405, 1484, 520]
energy-value: 402	[2050, 666, 2101, 738]
bju-value: 12/11/7	[2101, 1022, 2162, 1069]
header-composition: Состав блюда	[507, 763, 1431, 824]
reheat-info: Требует разогрева	[1800, 871, 1995, 928]
yield-value: 70/20	[1995, 405, 2050, 520]
energy-value: 224	[2050, 928, 2101, 975]
bju-value: 13/9/36	[2101, 568, 2162, 666]
